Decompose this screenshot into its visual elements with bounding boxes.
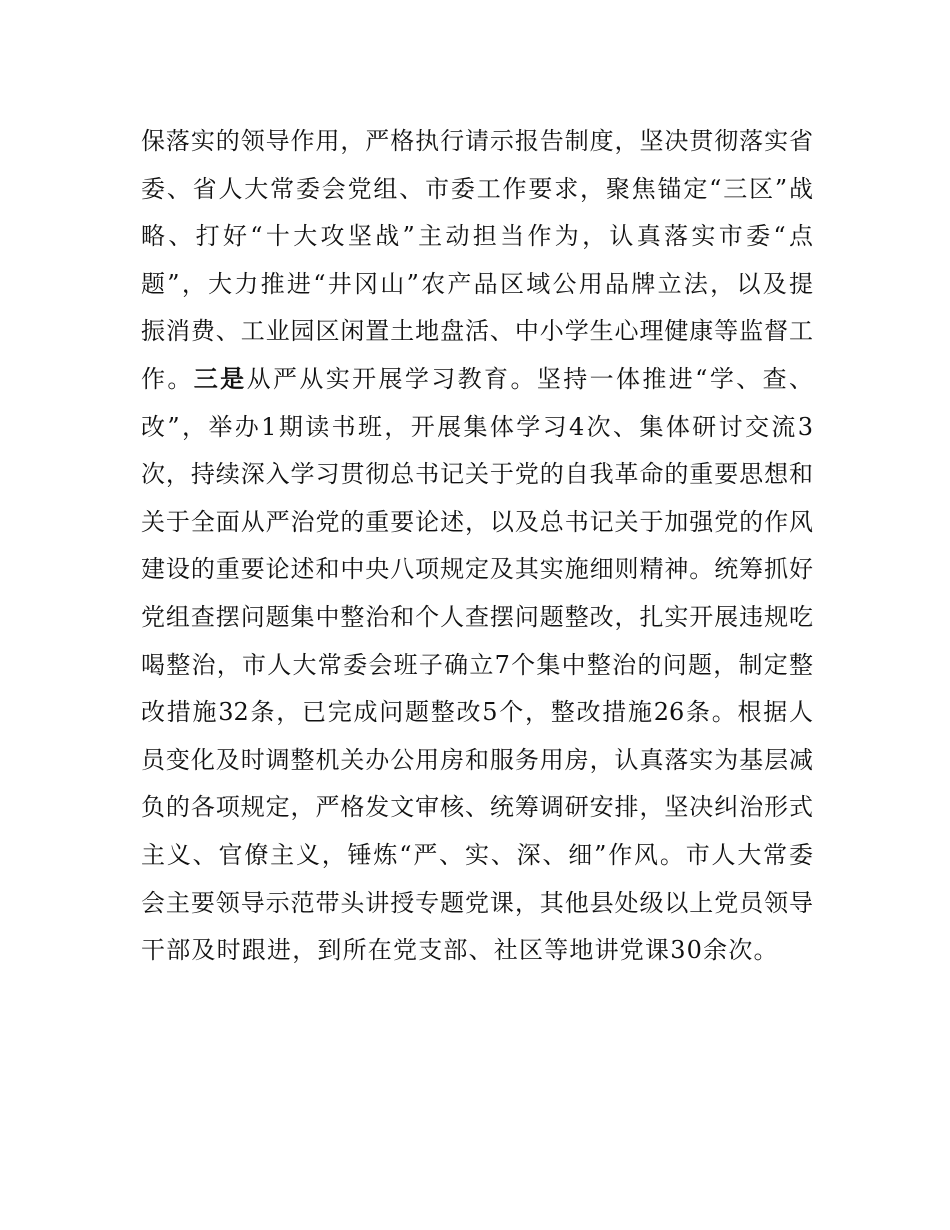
text-line: 喝整治，市人大常委会班子确立7个集中整治的问题，制定整	[141, 650, 813, 679]
text-line: 略、打好“十大攻坚战”主动担当作为，认真落实市委“点	[141, 222, 813, 251]
body-text	[141, 118, 813, 975]
section-marker: 三是	[193, 364, 247, 393]
text-line: 委、省人大常委会党组、市委工作要求，聚焦锚定“三区”战	[141, 174, 813, 203]
text-line: 党组查摆问题集中整治和个人查摆问题整改，扎实开展违规吃	[141, 602, 813, 631]
text-line: 关于全面从严治党的重要论述，以及总书记关于加强党的作风	[141, 507, 813, 536]
text-line: 会主要领导示范带头讲授专题党课，其他县处级以上党员领导	[141, 888, 813, 917]
text-line	[141, 356, 813, 404]
text-line: 题”，大力推进“井冈山”农产品区域公用品牌立法，以及提	[141, 269, 813, 298]
text-segment: 从严从实开展学习教育。坚持一体推进“学、查、	[246, 364, 813, 393]
text-segment: 作。	[141, 364, 194, 393]
text-line: 次，持续深入学习贯彻总书记关于党的自我革命的重要思想和	[141, 460, 813, 489]
text-line: 保落实的领导作用，严格执行请示报告制度，坚决贯彻落实省	[141, 127, 813, 155]
text-line: 改”，举办1期读书班，开展集体学习4次、集体研讨交流3	[141, 412, 813, 441]
text-line: 改措施32条，已完成问题整改5个，整改措施26条。根据人	[141, 698, 813, 727]
text-line-last: 干部及时跟进，到所在党支部、社区等地讲党课30余次。	[141, 936, 779, 965]
text-line: 振消费、工业园区闲置土地盘活、中小学生心理健康等监督工	[141, 317, 813, 346]
text-line: 建设的重要论述和中央八项规定及其实施细则精神。统筹抓好	[141, 555, 813, 584]
text-line: 员变化及时调整机关办公用房和服务用房，认真落实为基层减	[141, 745, 813, 774]
text-line: 负的各项规定，严格发文审核、统筹调研安排，坚决纠治形式	[141, 793, 813, 822]
text-line: 主义、官僚主义，锤炼“严、实、深、细”作风。市人大常委	[141, 840, 813, 869]
